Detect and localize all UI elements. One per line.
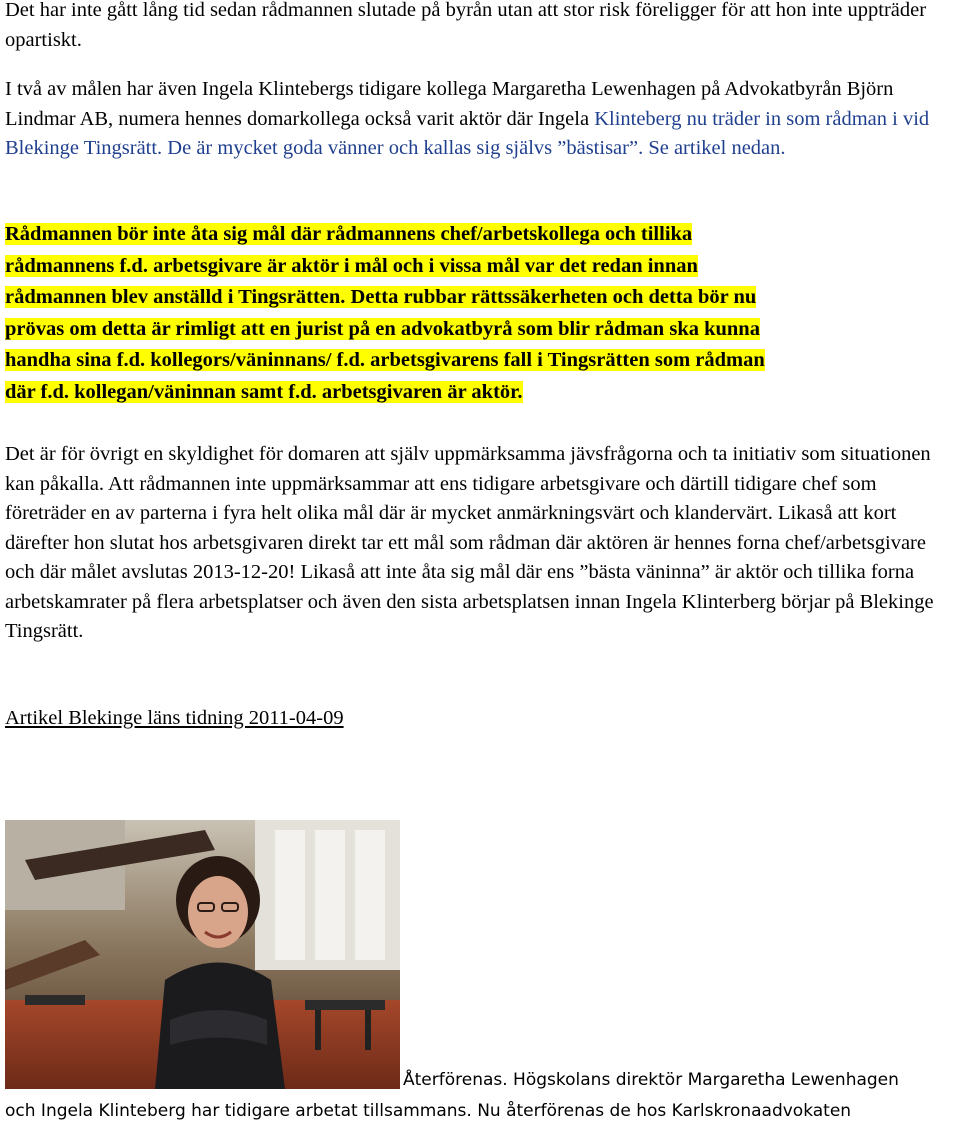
photo-caption-line2: och Ingela Klinteberg har tidigare arbetat tillsammans. Nu återförenas de hos Karlskronaadvokaten [5, 1101, 852, 1121]
article-link[interactable]: Artikel Blekinge läns tidning 2011-04-09 [5, 707, 344, 729]
paragraph-duty [5, 440, 955, 647]
paragraph-intro-text: Det har inte gått lång tid sedan rådmannen slutade på byrån utan att stor risk föreligger för att hon inte uppträder opartiskt. [5, 0, 927, 51]
highlight-line: rådmannen blev anställd i Tingsrätten. Detta rubbar rättssäkerheten och detta bör nu [5, 286, 757, 308]
paragraph-colleague [5, 75, 955, 164]
paragraph-duty-text: Det är för övrigt en skyldighet för domaren att själv uppmärksamma jävsfrågorna och ta initiativ som situationen kan påkalla. Att rådmannen inte uppmärksammar att ens tidigare arbetsgivare och därtill tidigare chef som företräder en av parterna i fyra helt olika mål där är mycket anmärkningsvärt och klandervärt. Likaså att kort därefter hon slutat hos arbetsgivaren direkt tar ett mål som rådman där aktören är hennes forna chef/arbetsgivare och där målet avslutas 2013-12-20! Likaså att inte åta sig mål där ens ”bästa väninna” är aktör och tillika forna arbetskamrater på flera arbetsplatser och även den sista arbetsplatsen innan Ingela Klinterberg börjar på Blekinge Tingsrätt. [5, 443, 934, 642]
photo-illustration [5, 820, 400, 1089]
highlight-line: handha sina f.d. kollegors/väninnans/ f.d. arbetsgivarens fall i Tingsrätten som rådman [5, 349, 765, 371]
paragraph-colleague-text-a: I två av målen har även Ingela Klintebergs tidigare kollega Margaretha Lewenhagen på Advokatbyrån Björn Lindmar AB, numera hennes domarkollega också varit aktör där Ingela [5, 78, 894, 130]
highlight-line: där f.d. kollegan/väninnan samt f.d. arbetsgivaren är aktör. [5, 380, 523, 403]
highlighted-statement [5, 219, 957, 408]
highlight-line: prövas om detta är rimligt att en jurist på en advokatbyrå som blir rådman ska kunna [5, 317, 760, 340]
highlight-line: rådmannens f.d. arbetsgivare är aktör i mål och i vissa mål var det redan innan [5, 254, 698, 277]
paragraph-intro [5, 0, 955, 55]
highlight-line: Rådmannen bör inte åta sig mål där rådmannens chef/arbetskollega och tillika [5, 223, 693, 245]
article-photo [5, 820, 400, 1089]
photo-caption-line1: Återförenas. Högskolans direktör Margaretha Lewenhagen [403, 1070, 899, 1090]
paragraph-colleague-text-b: Klinteberg nu träder in som rådman i vid Blekinge Tingsrätt. De är mycket goda vänner och kallas sig självs ”bästisar”. Se artikel nedan. [5, 107, 930, 159]
